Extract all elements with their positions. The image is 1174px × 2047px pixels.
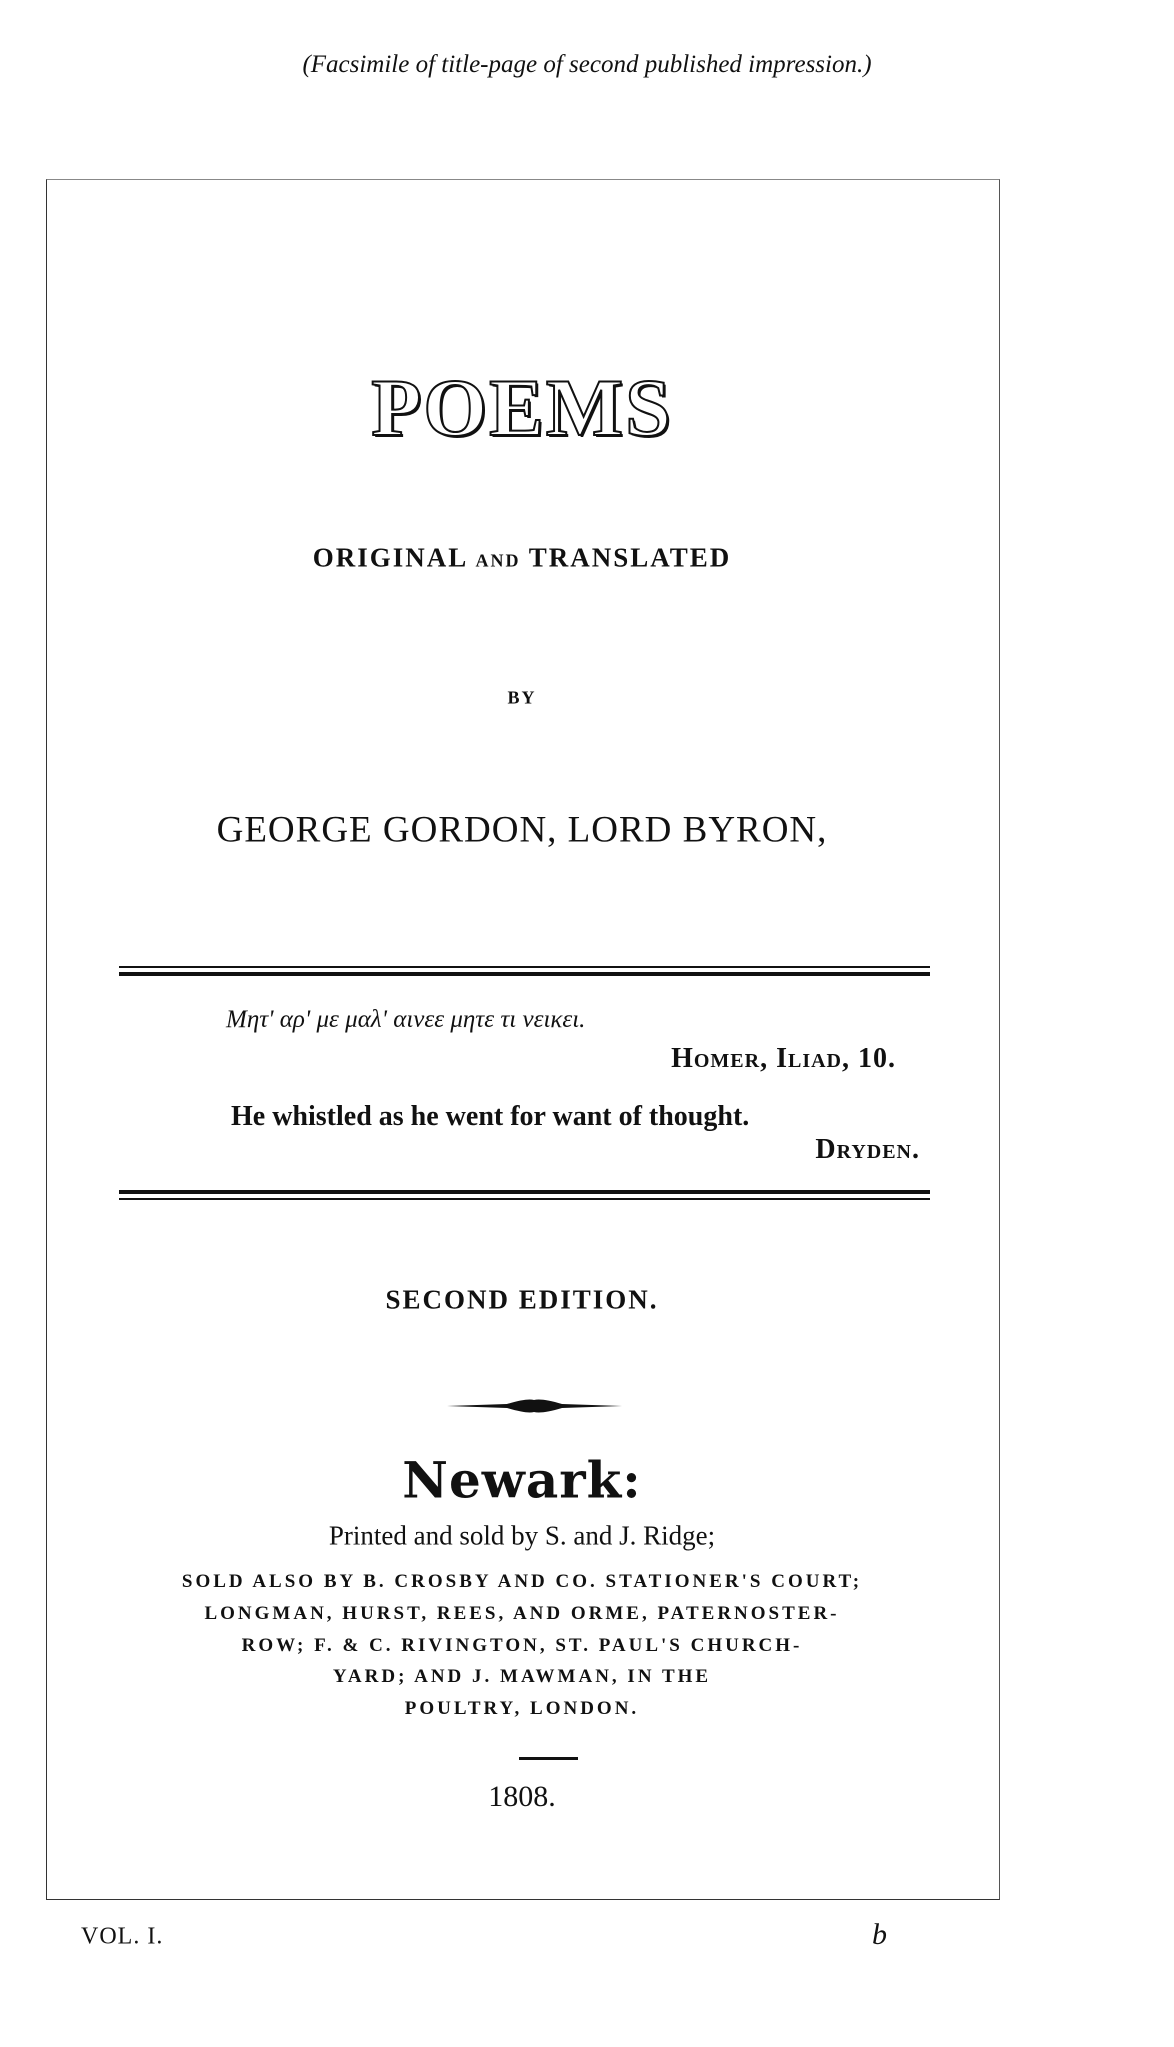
rule-top-thin bbox=[119, 966, 930, 968]
ornament-dash-icon bbox=[447, 1398, 622, 1414]
imprint-sold-line: YARD; AND J. MAWMAN, IN THE bbox=[332, 1666, 712, 1687]
signature-mark: b bbox=[872, 1918, 887, 1951]
volume-label: VOL. I. bbox=[81, 1923, 164, 1950]
imprint-printer: Printed and sold by S. and J. Ridge; bbox=[328, 1520, 716, 1551]
epigraph-dryden: He whistled as he went for want of thought. bbox=[231, 1101, 750, 1132]
imprint-sold-line: ROW; F. & C. RIVINGTON, ST. PAUL'S CHURCH- bbox=[241, 1635, 803, 1656]
imprint-sold-line: SOLD ALSO BY B. CROSBY AND CO. STATIONER'S COURT; bbox=[181, 1571, 863, 1592]
rule-top-thick bbox=[119, 972, 930, 976]
book-title: POEMS bbox=[371, 362, 673, 453]
imprint-sold-line: LONGMAN, HURST, REES, AND ORME, PATERNOSTER- bbox=[204, 1603, 840, 1624]
subtitle-original: ORIGINAL bbox=[312, 542, 467, 573]
facsimile-caption: (Facsimile of title-page of second published impression.) bbox=[302, 51, 872, 78]
epigraph-dryden-attribution: Dryden. bbox=[815, 1134, 920, 1165]
epigraph-homer-attribution: Homer, Iliad, 10. bbox=[671, 1043, 896, 1074]
epigraph-greek: Μητ' αρ' με μαλ' αινεε μητε τι νεικει. bbox=[226, 1006, 586, 1033]
edition: SECOND EDITION. bbox=[385, 1284, 659, 1315]
imprint-place: Newark: bbox=[402, 1450, 642, 1510]
subtitle-and: AND bbox=[475, 550, 521, 571]
short-rule bbox=[519, 1757, 578, 1760]
rule-bottom-thick bbox=[119, 1190, 930, 1194]
subtitle bbox=[0, 543, 1044, 574]
by-label: BY bbox=[507, 687, 537, 708]
subtitle-translated: TRANSLATED bbox=[528, 542, 732, 573]
imprint-year: 1808. bbox=[488, 1780, 556, 1813]
author-name: GEORGE GORDON, LORD BYRON, bbox=[216, 809, 828, 851]
rule-bottom-thin bbox=[119, 1198, 930, 1200]
imprint-sold-line: POULTRY, LONDON. bbox=[404, 1698, 640, 1719]
